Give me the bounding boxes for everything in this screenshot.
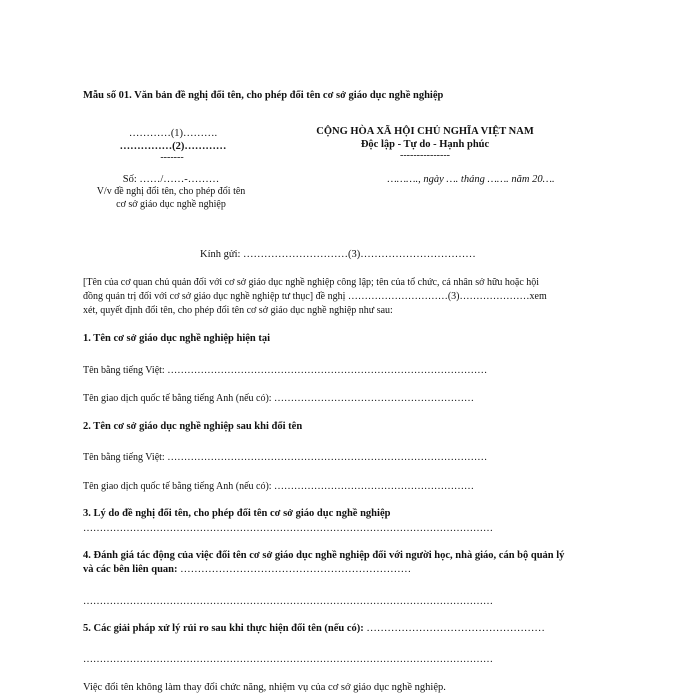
closing-statement: Việc đổi tên không làm thay đổi chức năng, nhiệm vụ của cơ sở giáo dục nghề nghiệp. xyxy=(83,682,446,693)
section-4-heading-tail: và các bên liên quan: xyxy=(83,564,178,575)
section-3-heading: 3. Lý do đề nghị đổi tên, cho phép đổi tên cơ sở giáo dục nghề nghiệp xyxy=(83,508,391,519)
intro-line-2: đồng quản trị đối với cơ sở giáo dục nghề nghiệp tư thục] đề nghị …………………………(3)…………………xem xyxy=(83,291,547,302)
section-2-vietnamese-name: Tên bằng tiếng Việt: …………………………………………………………………………………… xyxy=(83,452,488,463)
section-4-inline-fill: ………………………………………………………… xyxy=(180,564,412,575)
section-1-english-name: Tên giao dịch quốc tế bằng tiếng Anh (nếu có): …………………………………………………… xyxy=(83,393,475,404)
section-4-heading-line-1: 4. Đánh giá tác động của việc đổi tên cơ sở giáo dục nghề nghiệp đối với người học, nhà giáo, cán bộ quản lý xyxy=(83,550,565,561)
intro-line-1: [Tên của cơ quan chủ quản đối với cơ sở giáo dục nghề nghiệp công lập; tên của tổ chức, cá nhân sở hữu hoặc hội xyxy=(83,277,540,288)
section-4-fill-line: …………………………………………………………………………………………………………… xyxy=(83,596,493,607)
place-date: ………., ngày …. tháng ……. năm 20…. xyxy=(387,174,555,185)
left-separator: ------- xyxy=(160,152,184,163)
agency-line-2: ……………(2)………… xyxy=(119,141,227,152)
section-1-heading: 1. Tên cơ sở giáo dục nghề nghiệp hiện tại xyxy=(83,333,271,344)
recipient-line: Kính gửi: …………………………(3)…………………………… xyxy=(200,249,476,260)
section-1-vietnamese-name: Tên bằng tiếng Việt: …………………………………………………………………………………… xyxy=(83,365,488,376)
subject-line-1: V/v đề nghị đổi tên, cho phép đổi tên xyxy=(96,186,246,197)
section-2-english-name: Tên giao dịch quốc tế bằng tiếng Anh (nếu có): …………………………………………………… xyxy=(83,481,475,492)
subject-line-2: cơ sở giáo dục nghề nghiệp xyxy=(116,199,226,210)
section-5-heading-row xyxy=(83,623,545,634)
national-motto: Độc lập - Tự do - Hạnh phúc xyxy=(360,139,490,150)
section-4-heading-line-2 xyxy=(83,564,411,575)
agency-line-1: …………(1)………. xyxy=(128,128,218,139)
section-5-inline-fill: …………………………………………… xyxy=(366,623,545,634)
section-2-heading: 2. Tên cơ sở giáo dục nghề nghiệp sau khi đổi tên xyxy=(83,421,303,432)
intro-line-3: xét, quyết định đổi tên, cho phép đổi tên cơ sở giáo dục nghề nghiệp như sau: xyxy=(83,305,393,316)
document-number: Số: ……/……-……… xyxy=(122,174,220,185)
national-title: CỘNG HÒA XÃ HỘI CHỦ NGHĨA VIỆT NAM xyxy=(316,126,534,137)
right-separator: --------------- xyxy=(400,150,450,161)
section-5-heading: 5. Các giải pháp xử lý rủi ro sau khi thực hiện đổi tên (nếu có): xyxy=(83,623,364,634)
form-title: Mẫu số 01. Văn bản đề nghị đổi tên, cho phép đổi tên cơ sở giáo dục nghề nghiệp xyxy=(83,90,444,101)
section-3-fill-line: …………………………………………………………………………………………………………… xyxy=(83,523,493,534)
section-5-fill-line: …………………………………………………………………………………………………………… xyxy=(83,654,493,665)
